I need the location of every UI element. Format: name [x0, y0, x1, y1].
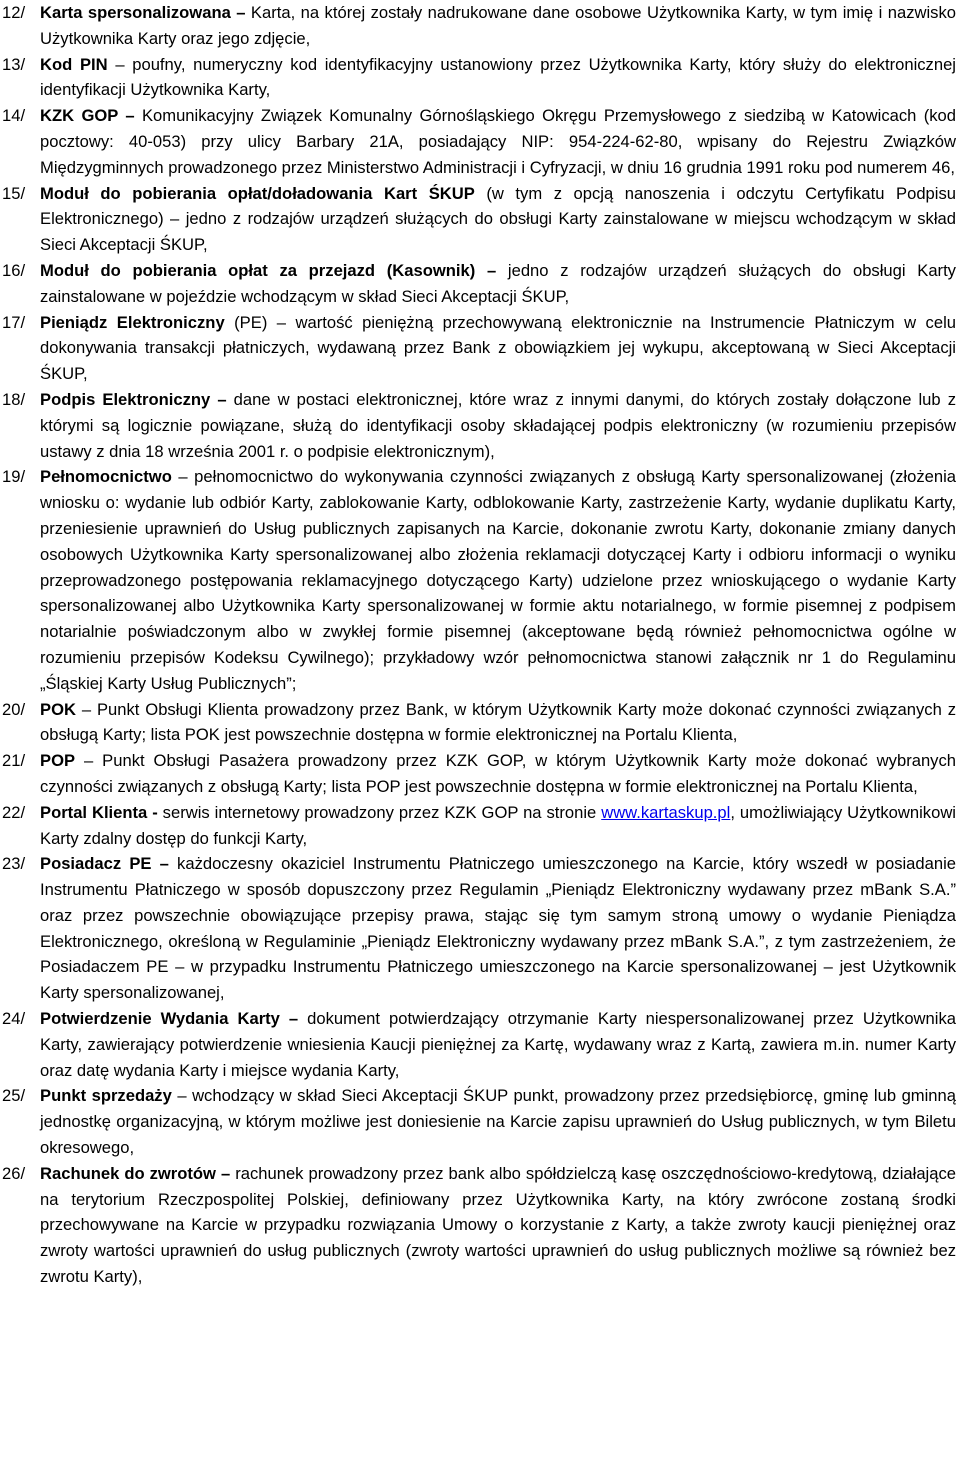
- item-number: 17/: [2, 312, 26, 332]
- definition-text: [40, 181, 956, 258]
- item-number: 22/: [2, 802, 26, 822]
- definition-body: dokument potwierdzający otrzymanie Karty niespersonalizowanej przez Użytkownika Karty, zawierający potwierdzenie wniesienia Kaucji pieniężnej za Kartę, wydawany wraz z Kartą, zawiera m.in. numer Karty oraz datę wydania Karty i miejsce wydania Karty,: [40, 1009, 956, 1080]
- definition-term: Moduł do pobierania opłat za przejazd (Kasownik) –: [40, 260, 497, 280]
- definition-term: Kod PIN: [40, 54, 108, 74]
- definition-body: Komunikacyjny Związek Komunalny Górnośląskiego Okręgu Przemysłowego z siedzibą w Katowicach (kod pocztowy: 40-053) przy ulicy Barbary 21A, posiadający NIP: 954-224-62-80, wpisany do Rejestru Związków Międzygminnych prowadzonego przez Ministerstwo Administracji i Cyfryzacji, w dniu 16 grudnia 1991 roku pod numerem 46,: [40, 106, 956, 177]
- definition-text: [40, 1161, 956, 1290]
- definition-text: [40, 748, 956, 800]
- definition-term: Moduł do pobierania opłat/doładowania Kart ŚKUP: [40, 183, 475, 203]
- definition-term: Pełnomocnictwo: [40, 467, 172, 487]
- portal-link[interactable]: www.kartaskup.pl: [601, 802, 731, 822]
- definition-term: Pieniądz Elektroniczny: [40, 312, 225, 332]
- definition-item-26: [2, 1161, 956, 1290]
- item-number: 12/: [2, 3, 26, 22]
- definition-text: [40, 851, 956, 1006]
- definition-item-25: [2, 1083, 956, 1160]
- definition-item-15: [2, 181, 956, 258]
- definition-term: Posiadacz PE –: [40, 854, 169, 874]
- definition-term: Rachunek do zwrotów –: [40, 1163, 231, 1183]
- definition-item-13: [2, 52, 956, 104]
- definition-term: Portal Klienta -: [40, 802, 158, 822]
- definition-body: – pełnomocnictwo do wykonywania czynności związanych z obsługą Karty spersonalizowanej (złożenia wniosku o: wydanie lub odbiór Karty, zablokowanie Karty, odblokowanie Karty, zastrzeżenie Karty, wydanie duplikatu Karty, przeniesienie uprawnień do Usług publicznych zapisanych na Karcie, dokonanie zwrotu Karty, dokonanie zmiany danych osobowych Użytkownika Karty spersonalizowanej albo złożenia reklamacji dotyczącej Karty i odbioru informacji o wyniku przeprowadzonego postępowania reklamacyjnego dotyczącego Karty) udzielone przez wnioskującego o wydanie Karty spersonalizowanej albo Użytkownika Karty spersonalizowanej w formie aktu notarialnego, w formie pisemnej z podpisem notarialnie poświadczonym albo w zwykłej formie pisemnej (akceptowane będą również pełnomocnictwa ogólne w rozumieniu przepisów Kodeksu Cywilnego); przykładowy wzór pełnomocnictwa stanowi załącznik nr 1 do Regulaminu „Śląskiej Karty Usług Publicznych”;: [40, 467, 956, 693]
- definition-body: – poufny, numeryczny kod identyfikacyjny ustanowiony przez Użytkownika Karty, który służy do elektronicznej identyfikacji Użytkownika Karty,: [40, 54, 956, 100]
- definition-body: – wchodzący w skład Sieci Akceptacji ŚKUP punkt, prowadzony przez przedsiębiorcę, gminę lub gminną jednostkę organizacyjną, w którym możliwe jest doniesienie na Karcie zapisu uprawnień do Usług publicznych, w tym Biletu okresowego,: [40, 1086, 956, 1158]
- definition-item-21: [2, 748, 956, 800]
- definition-body: jedno z rodzajów urządzeń służących do obsługi Karty zainstalowane w pojeździe wchodzącym w skład Sieci Akceptacji ŚKUP,: [40, 260, 956, 306]
- definition-item-20: [2, 697, 956, 749]
- definition-term: Podpis Elektroniczny –: [40, 389, 227, 409]
- item-number: 15/: [2, 183, 26, 203]
- definition-text: [40, 387, 956, 464]
- item-number: 25/: [2, 1086, 26, 1106]
- definition-item-19: [2, 464, 956, 696]
- definition-text: [40, 258, 956, 310]
- definition-body: każdoczesny okaziciel Instrumentu Płatniczego umieszczonego na Karcie, który wszedł w posiadanie Instrumentu Płatniczego w sposób dopuszczony przez Regulamin „Pieniądz Elektroniczny wydawany przez mBank S.A.” oraz przez powszechnie obowiązujące przepisy prawa, stając się tym samym stroną umowy o wydanie Pieniądza Elektronicznego, określoną w Regulaminie „Pieniądz Elektroniczny wydawany przez mBank S.A.”, z tym zastrzeżeniem, że Posiadaczem PE – w przypadku Instrumentu Płatniczego umieszczonego na Karcie spersonalizowanej – jest Użytkownik Karty spersonalizowanej,: [40, 854, 957, 1003]
- item-number: 16/: [2, 260, 26, 280]
- item-number: 14/: [2, 106, 26, 126]
- definition-body: Karta, na której zostały nadrukowane dane osobowe Użytkownika Karty, w tym imię i nazwisko Użytkownika Karty oraz jego zdjęcie,: [40, 3, 956, 48]
- item-number: 23/: [2, 854, 26, 874]
- definition-text: [40, 0, 956, 52]
- definition-item-14: [2, 103, 956, 180]
- item-number: 13/: [2, 54, 26, 74]
- item-number: 21/: [2, 751, 26, 771]
- definition-item-18: [2, 387, 956, 464]
- definition-body-continued: , umożliwiający Użytkownikowi Karty zdalny dostęp do funkcji Karty,: [40, 802, 956, 848]
- definition-text: [40, 1006, 956, 1083]
- definition-item-23: [2, 851, 956, 1006]
- item-number: 20/: [2, 699, 26, 719]
- item-number: 24/: [2, 1009, 26, 1029]
- definition-text: [40, 800, 956, 852]
- definition-item-17: [2, 310, 956, 387]
- definition-body: rachunek prowadzony przez bank albo spółdzielczą kasę oszczędnościowo-kredytową, działające na terytorium Rzeczpospolitej Polskiej, definiowany przez Użytkownika Karty, na który zwrócone zostaną środki przechowywane na Karcie w przypadku rozwiązania Umowy o korzystanie z Karty, a także zwroty kaucji pieniężnej oraz zwroty wartości uprawnień do usług publicznych (zwroty wartości uprawnień do usług publicznych możliwe są również bez zwrotu Karty),: [40, 1163, 956, 1287]
- definition-item-22: [2, 800, 956, 852]
- definition-text: [40, 310, 956, 387]
- item-number: 18/: [2, 389, 26, 409]
- item-number: 26/: [2, 1163, 26, 1183]
- definition-body: – Punkt Obsługi Klienta prowadzony przez Bank, w którym Użytkownik Karty może dokonać czynności związanych z obsługą Karty; lista POK jest powszechnie dostępna w formie elektronicznej na Portalu Klienta,: [40, 699, 956, 745]
- item-number: 19/: [2, 467, 26, 487]
- definition-term: POK: [40, 699, 76, 719]
- definition-term: POP: [40, 751, 76, 771]
- definition-term: Potwierdzenie Wydania Karty –: [40, 1009, 299, 1029]
- definition-body: – Punkt Obsługi Pasażera prowadzony przez KZK GOP, w którym Użytkownik Karty może dokonać wybranych czynności związanych z obsługą Karty; lista POP jest powszechnie dostępna w formie elektronicznej na Portalu Klienta,: [40, 751, 956, 796]
- definition-text: [40, 1083, 956, 1160]
- definition-term: KZK GOP –: [40, 106, 135, 126]
- definition-term: Karta spersonalizowana –: [40, 3, 246, 22]
- definition-body: dane w postaci elektronicznej, które wraz z innymi danymi, do których zostały dołączone lub z którymi są logicznie powiązane, służą do identyfikacji osoby składającej podpis elektroniczny (w rozumieniu przepisów ustawy z dnia 18 września 2001 r. o podpisie elektronicznym),: [40, 389, 956, 461]
- definition-body: (PE) – wartość pieniężną przechowywaną elektronicznie na Instrumencie Płatniczym w celu dokonywania transakcji płatniczych, wydawaną przez Bank z obowiązkiem jej wykupu, akceptowaną w Sieci Akceptacji ŚKUP,: [40, 312, 956, 384]
- definition-body: (w tym z opcją nanoszenia i odczytu Certyfikatu Podpisu Elektronicznego) – jedno z rodzajów urządzeń służących do obsługi Karty zainstalowane w miejscu wchodzącym w skład Sieci Akceptacji ŚKUP,: [40, 183, 956, 255]
- definition-text: [40, 103, 956, 180]
- definition-body: serwis internetowy prowadzony przez KZK GOP na stronie: [157, 802, 602, 822]
- definition-item-12: [2, 0, 956, 52]
- definition-term: Punkt sprzedaży: [40, 1086, 172, 1106]
- definition-item-16: [2, 258, 956, 310]
- definition-item-24: [2, 1006, 956, 1083]
- definition-text: [40, 464, 956, 696]
- definition-text: [40, 52, 956, 104]
- definition-text: [40, 697, 956, 749]
